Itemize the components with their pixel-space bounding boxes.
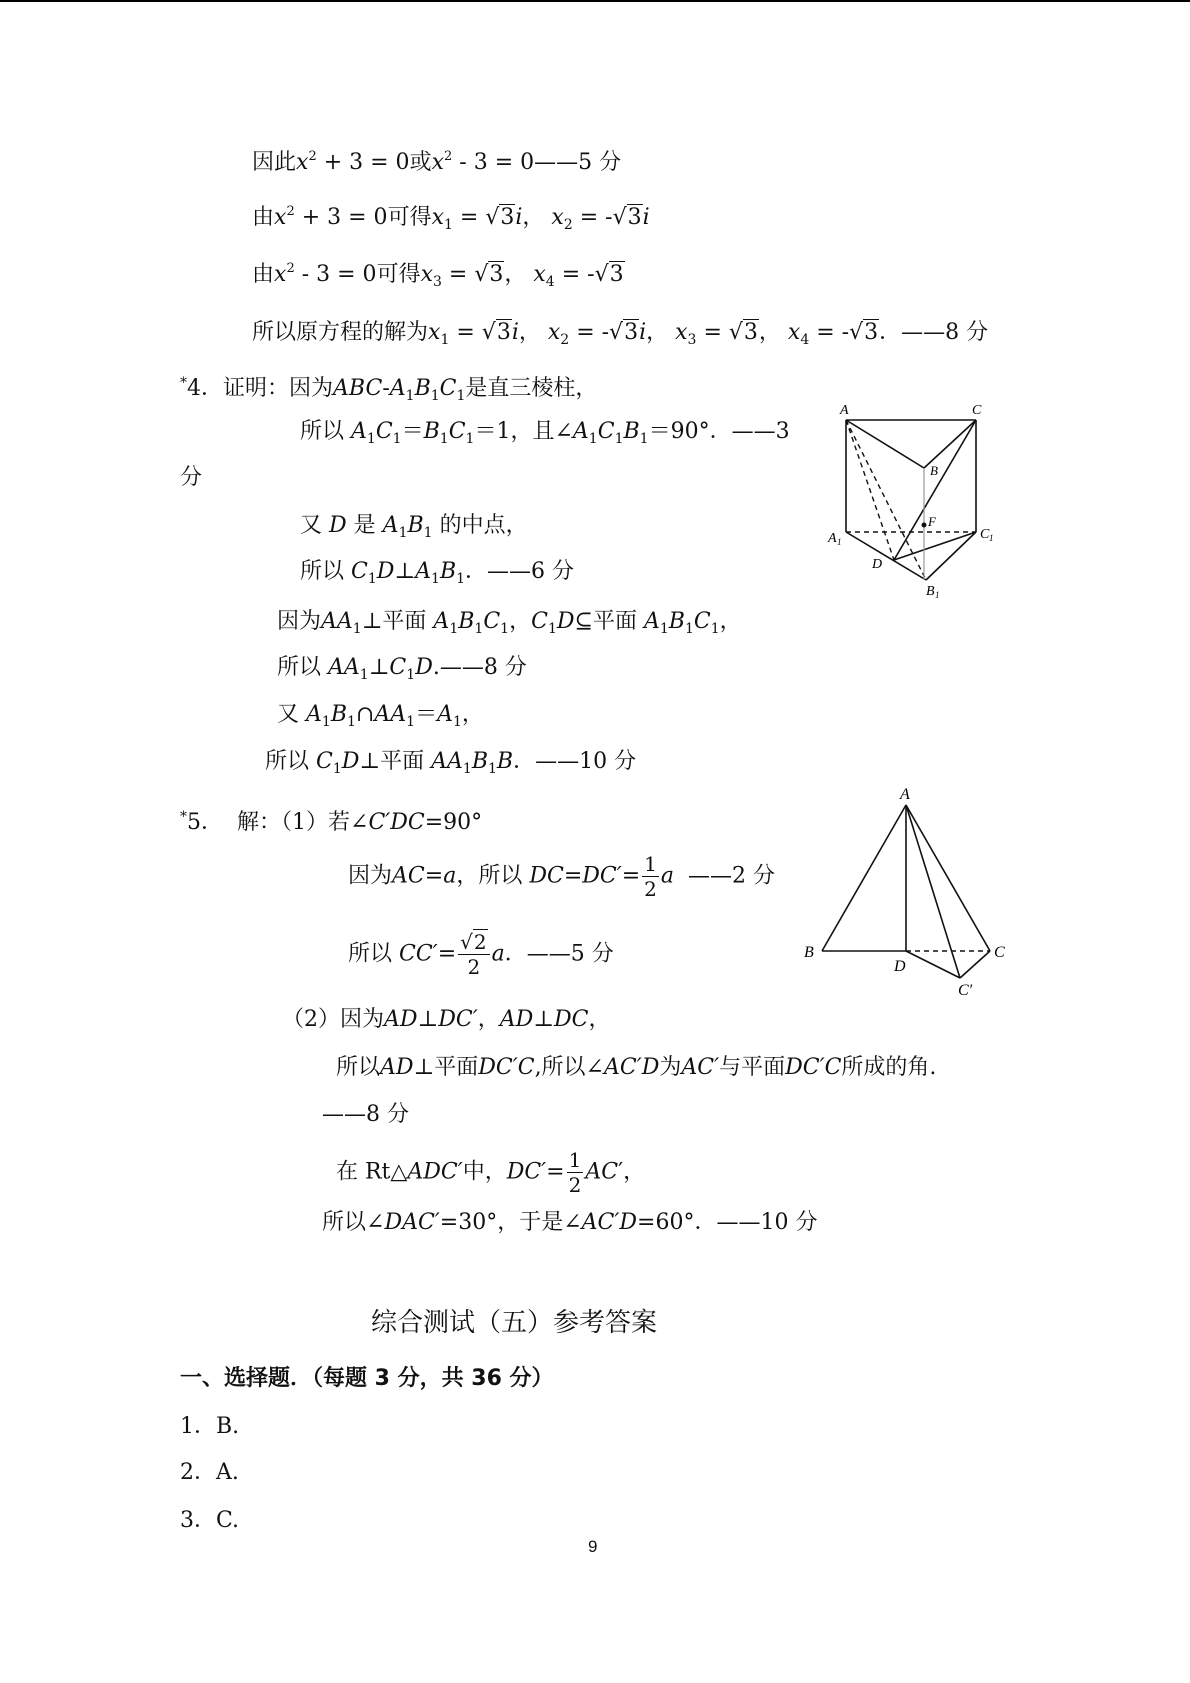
svg-text:1: 1 (935, 590, 940, 600)
q3-line-2: 由$x^2 + 3 = 0$可得$x_1 = √3i$， $x_2 = -√3i$ (252, 204, 650, 233)
fig2-label-Cprime: C′ (958, 982, 973, 999)
answer-1: 1．B. (180, 1414, 240, 1439)
fig1-label-F: F (928, 514, 936, 529)
q4-line-3: 又 D 是 $A_1B_1$ 的中点， (300, 513, 528, 541)
fig2-label-C: C (994, 944, 1005, 961)
q3-line-1: 因此$x^2 + 3 = 0$或$x^2 - 3$ = 0——5 分 (252, 149, 622, 175)
q3-line-4: 所以原方程的解为$x_1 = √3i$， $x_2 = -√3i$， $x_3 = √3$， $x_4 = -√3$．——8 分 (252, 320, 989, 348)
q5-line-5: 所以AD⊥平面DC′C,所以∠AC′D为AC′与平面DC′C所成的角. (336, 1055, 937, 1080)
fig1-label-B: B (930, 463, 938, 478)
fig2-label-B: B (804, 944, 814, 961)
q5-line-2: 因为AC=a，所以 DC=DC′= $\frac{1}{2}$ a ——2 分 (348, 852, 776, 901)
answer-3: 3．C. (180, 1508, 240, 1533)
fig1-label-A: A (840, 403, 849, 418)
q4-line-2: 所以 $A_1C_1=B_1C_1=1$，且$\angle A_1C_1B_1=90^\circ$．——3 (300, 419, 790, 447)
q5-line-8: 所以∠DAC′=30°，于是∠AC′D=60°．——10 分 (322, 1210, 818, 1235)
fig2-label-A: A (900, 786, 910, 803)
q4-line-8: 所以 $C_1D\perp$平面 $AA_1B_1B$．——10 分 (265, 749, 637, 777)
top-rule (0, 0, 1190, 2)
fig1-label-C1: C (980, 527, 990, 542)
section-heading: 一、选择题．（每题 3 分，共 36 分） (180, 1366, 554, 1391)
answer-2: 2．A. (180, 1460, 239, 1485)
q5-line-1: *5． 解：（1）若∠C′DC=90° (180, 809, 483, 835)
svg-text:1: 1 (989, 533, 994, 543)
fig1-label-B1: B (926, 584, 935, 599)
page-number: 9 (588, 1537, 598, 1556)
svg-text:1: 1 (837, 537, 842, 547)
section-title: 综合测试（五）参考答案 (371, 1308, 658, 1338)
q5-line-4: （2）因为AD⊥DC′，AD⊥DC， (282, 1007, 611, 1032)
q5-line-6: ——8 分 (322, 1102, 409, 1127)
q4-line-4: 所以 $C_1D\perp A_1B_1$．——6 分 (300, 559, 575, 587)
q5-line-7: 在 Rt△ADC′中，DC′= $\frac{1}{2}$ AC′， (336, 1148, 646, 1197)
fig1-label-D: D (872, 557, 883, 572)
fig1-label-C: C (972, 403, 982, 418)
q4-line-5: 因为$AA_1\perp$平面 $A_1B_1C_1$，$C_1D⊆$平面 $A_1B_1C_1$， (277, 609, 742, 637)
figure-prism (822, 400, 1002, 600)
q4-line-1: *4．证明：因为ABC-$A_1B_1C_1$是直三棱柱， (180, 375, 598, 404)
q4-line-6: 所以 $AA_1\perp C_1D.——8$ 分 (277, 655, 527, 683)
q5-line-3: 所以 CC′= $\frac{√2}{2}$ a．——5 分 (348, 930, 614, 979)
figure-pyramid (800, 785, 1020, 1000)
q3-line-3: 由$x^2 - 3 = 0$可得$x_3 = √3$， $x_4 = -√3$ (252, 261, 624, 290)
q4-line-7: 又 $A_1B_1\cap AA_1=A_1$， (277, 702, 484, 730)
q4-line-2-wrap: 分 (180, 465, 203, 490)
fig2-label-D: D (894, 958, 906, 975)
fig1-label-A1: A (828, 531, 837, 546)
